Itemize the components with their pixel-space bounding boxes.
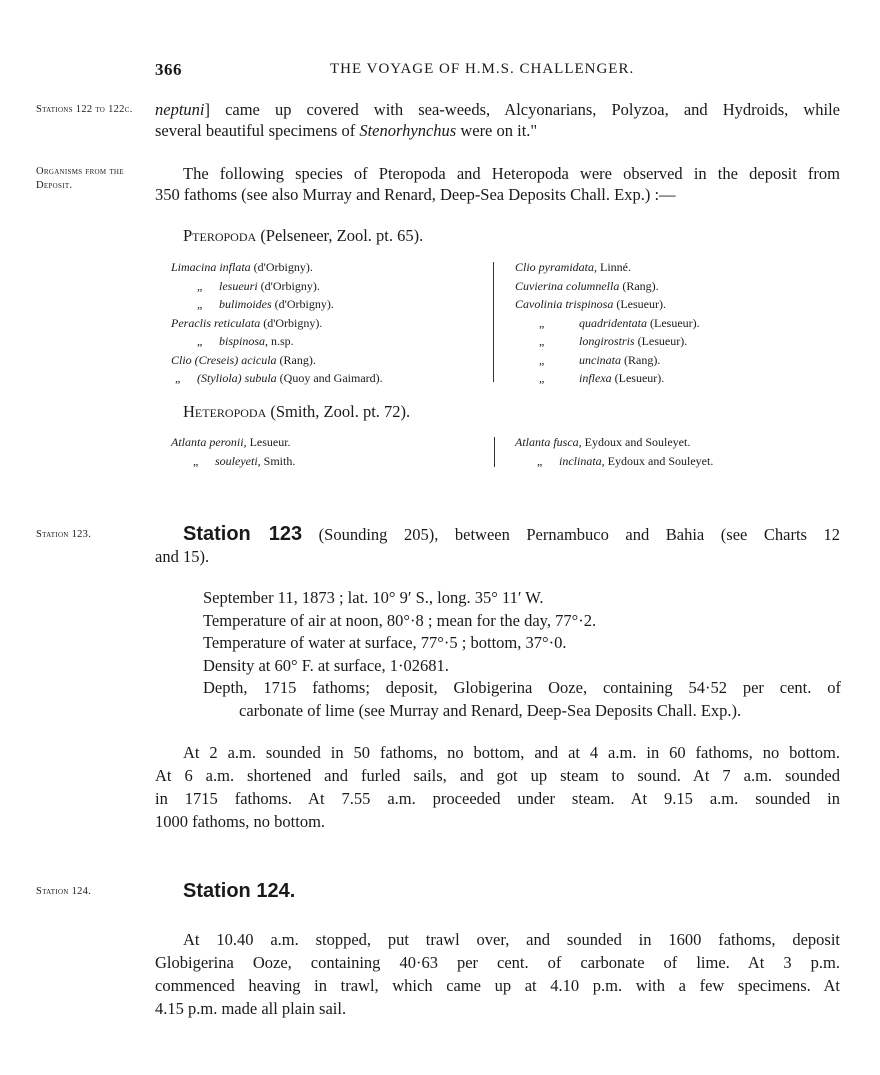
species-author: Linné. <box>600 260 632 274</box>
species-author: (Lesueur). <box>614 371 665 385</box>
station-124-narrative <box>155 928 840 1020</box>
margin-note-station-124: Station 124. <box>36 886 92 897</box>
organisms-line-1: The following species of Pteropoda and Heteropoda were observed in the deposit from <box>183 164 840 183</box>
opening-line-1 <box>155 99 840 120</box>
heteropoda-heading <box>183 401 410 422</box>
ditto-mark: „ <box>537 453 543 468</box>
ditto-mark: „ <box>539 315 545 330</box>
species-name: (Styliola) subula <box>197 371 277 385</box>
margin-note-organisms: Organisms from the Deposit. <box>36 166 124 191</box>
organisms-paragraph <box>155 163 840 205</box>
narrative-line: At 6 a.m. shortened and furled sails, and got up steam to sound. At 7 a.m. sounded <box>155 766 840 785</box>
station-123-heading-line-1 <box>155 523 840 546</box>
species-name: uncinata <box>579 352 621 367</box>
opening-line-2 <box>155 120 840 141</box>
species-entry <box>515 295 845 314</box>
species-author: (d'Orbigny). <box>260 278 320 293</box>
station-123-details <box>203 587 841 722</box>
species-name: Atlanta fusca, <box>515 435 582 449</box>
column-divider <box>494 437 495 467</box>
station-123-narrative <box>155 741 840 833</box>
species-name: Peraclis reticulata <box>171 315 261 330</box>
ditto-mark: „ <box>197 297 203 311</box>
opening-italic-1: neptuni <box>155 100 205 119</box>
species-author: Smith. <box>263 453 296 468</box>
heteropoda-heading-sc: Heteropoda <box>183 402 267 421</box>
detail-line: Temperature of air at noon, 80°·8 ; mean for the day, 77°·2. <box>203 610 597 630</box>
species-name: Cavolinia trispinosa <box>515 297 614 311</box>
species-entry <box>171 433 481 452</box>
species-entry <box>171 314 481 333</box>
ditto-mark: „ <box>175 371 181 385</box>
narrative-line: At 2 a.m. sounded in 50 fathoms, no bottom, and at 4 a.m. in 60 fathoms, no bottom. <box>183 743 840 762</box>
species-name: bulimoides <box>219 297 272 311</box>
depth-line-2: carbonate of lime (see Murray and Renard, Deep-Sea Deposits Chall. Exp.). <box>239 700 742 720</box>
narrative-line: 1000 fathoms, no bottom. <box>155 812 326 831</box>
species-entry <box>515 351 845 370</box>
narrative-line: in 1715 fathoms. At 7.55 a.m. proceeded under steam. At 9.15 a.m. sounded in <box>155 789 840 808</box>
station-123-heading-rest: (Sounding 205), between Pernambuco and Bahia (see Charts 12 <box>318 525 841 544</box>
species-entry <box>171 369 481 388</box>
species-entry <box>171 351 481 370</box>
narrative-line: commenced heaving in trawl, which came up at 4.10 p.m. with a few specimens. At <box>155 976 840 995</box>
species-name: Cuvierina columnella <box>515 278 620 293</box>
species-entry <box>515 277 845 296</box>
species-entry <box>171 295 481 314</box>
species-author: (Lesueur). <box>616 297 666 311</box>
running-title: THE VOYAGE OF H.M.S. CHALLENGER. <box>330 61 635 77</box>
narrative-line: 4.15 p.m. made all plain sail. <box>155 999 347 1018</box>
heteropoda-right-list <box>515 433 845 470</box>
depth-line-1: Depth, 1715 fathoms; deposit, Globigerina Ooze, containing 54·52 per cent. of <box>203 678 841 697</box>
species-entry <box>171 332 481 351</box>
species-entry <box>171 277 481 296</box>
station-124-heading: Station 124. <box>183 880 296 902</box>
ditto-mark: „ <box>193 453 199 468</box>
species-author: Lesueur. <box>249 435 291 449</box>
narrative-line: Globigerina Ooze, containing 40·63 per cent. of carbonate of lime. At 3 p.m. <box>155 953 840 972</box>
species-name: bispinosa, <box>219 334 269 348</box>
species-name: Clio (Creseis) acicula <box>171 352 277 367</box>
species-author: (Quoy and Gaimard). <box>279 371 383 385</box>
station-123-heading-line-2: and 15). <box>155 547 210 566</box>
margin-note-stations-122: Stations 122 to 122c. <box>36 104 133 115</box>
species-name: Limacina inflata <box>171 260 251 274</box>
species-name: inclinata, <box>559 453 605 468</box>
species-name: souleyeti, <box>215 453 261 468</box>
species-author: (Lesueur). <box>650 315 700 330</box>
column-divider <box>493 262 494 382</box>
station-123-heading-block <box>155 523 840 568</box>
opening-pre-2: several beautiful specimens of <box>155 121 356 140</box>
species-author: (d'Orbigny). <box>263 315 323 330</box>
opening-post-2: were on it." <box>460 121 538 140</box>
opening-rest-1: ] came up covered with sea-weeds, Alcyonarians, Polyzoa, and Hydroids, while <box>204 100 840 119</box>
margin-note-station-123: Station 123. <box>36 529 92 540</box>
page-number: 366 <box>155 60 182 79</box>
pteropoda-right-list <box>515 258 845 388</box>
species-author: (Lesueur). <box>637 334 688 348</box>
species-entry <box>171 452 481 471</box>
species-entry <box>515 433 845 452</box>
narrative-line: At 10.40 a.m. stopped, put trawl over, and sounded in 1600 fathoms, deposit <box>183 930 840 949</box>
species-entry <box>515 369 845 388</box>
species-author: n.sp. <box>271 334 294 348</box>
pteropoda-heading-rest: (Pelseneer, Zool. pt. 65). <box>260 226 424 245</box>
species-author: Eydoux and Souleyet. <box>584 435 691 449</box>
opening-italic-2: Stenorhynchus <box>359 121 457 140</box>
species-entry <box>171 258 481 277</box>
opening-paragraph <box>155 99 840 141</box>
species-author: (Rang). <box>622 278 659 293</box>
species-author: (d'Orbigny). <box>274 297 334 311</box>
pteropoda-heading <box>183 225 423 246</box>
heteropoda-left-list <box>171 433 481 470</box>
station-123-heading: Station 123 <box>183 523 303 545</box>
species-author: (Rang). <box>624 352 661 367</box>
detail-line: Density at 60° F. at surface, 1·02681. <box>203 655 449 675</box>
species-name: lesueuri <box>219 278 258 293</box>
species-author: (d'Orbigny). <box>253 260 313 274</box>
species-name: longirostris <box>579 334 635 348</box>
species-entry <box>515 332 845 351</box>
organisms-line-2: 350 fathoms (see also Murray and Renard, Deep-Sea Deposits Chall. Exp.) :— <box>155 185 676 204</box>
heteropoda-heading-rest: (Smith, Zool. pt. 72). <box>270 402 411 421</box>
species-author: (Rang). <box>279 352 316 367</box>
species-entry <box>515 258 845 277</box>
ditto-mark: „ <box>197 334 203 348</box>
ditto-mark: „ <box>539 352 545 367</box>
pteropoda-heading-sc: Pteropoda <box>183 226 257 245</box>
species-entry <box>515 452 845 471</box>
ditto-mark: „ <box>539 334 545 348</box>
detail-line: September 11, 1873 ; lat. 10° 9′ S., long. 35° 11′ W. <box>203 588 544 607</box>
species-entry <box>515 314 845 333</box>
ditto-mark: „ <box>539 371 545 385</box>
species-author: Eydoux and Souleyet. <box>607 453 714 468</box>
species-name: inflexa <box>579 371 612 385</box>
species-name: Atlanta peronii, <box>171 435 247 449</box>
species-name: quadridentata <box>579 315 647 330</box>
species-name: Clio pyramidata, <box>515 260 598 274</box>
pteropoda-left-list <box>171 258 481 388</box>
detail-line: Temperature of water at surface, 77°·5 ; bottom, 37°·0. <box>203 633 567 652</box>
ditto-mark: „ <box>197 278 203 293</box>
